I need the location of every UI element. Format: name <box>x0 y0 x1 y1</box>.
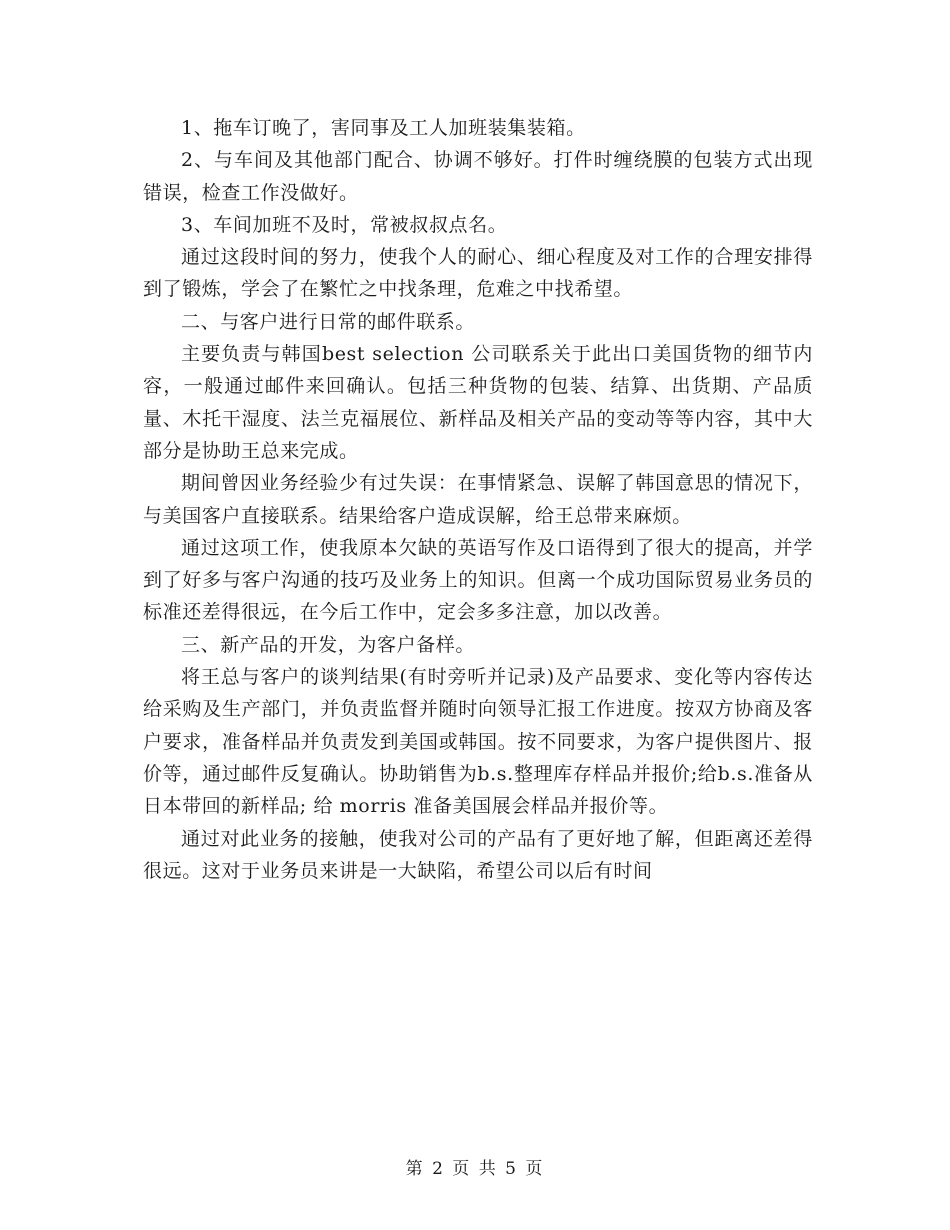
paragraph: 将王总与客户的谈判结果(有时旁听并记录)及产品要求、变化等内容传达给采购及生产部门，并负责监督并随时向领导汇报工作进度。按双方协商及客户要求，准备样品并负责发到美国或韩国。按不同要求，为客户提供图片、报价等，通过邮件反复确认。协助销售为b.s.整理库存样品并报价;给b.s.准备从日本带回的新样品; 给 morris 准备美国展会样品并报价等。 <box>143 666 813 818</box>
body-text <box>143 112 813 887</box>
section-heading: 三、新产品的开发，为客户备样。 <box>181 633 476 656</box>
page-number-footer: 第 2 页 共 5 页 <box>405 1159 545 1179</box>
paragraph: 通过这段时间的努力，使我个人的耐心、细心程度及对工作的合理安排得到了锻炼，学会了在繁忙之中找条理，危难之中找希望。 <box>143 246 813 301</box>
paragraph: 通过对此业务的接触，使我对公司的产品有了更好地了解，但距离还差得很远。这对于业务员来讲是一大缺陷，希望公司以后有时间 <box>143 827 813 882</box>
paragraph: 3、车间加班不及时，常被叔叔点名。 <box>181 213 508 236</box>
paragraph: 通过这项工作，使我原本欠缺的英语写作及口语得到了很大的提高，并学到了好多与客户沟通的技巧及业务上的知识。但离一个成功国际贸易业务员的标准还差得很远，在今后工作中，定会多多注意，加以改善。 <box>143 536 813 624</box>
paragraph: 2、与车间及其他部门配合、协调不够好。打件时缠绕膜的包装方式出现错误，检查工作没做好。 <box>143 149 813 204</box>
paragraph: 期间曾因业务经验少有过失误：在事情紧急、误解了韩国意思的情况下，与美国客户直接联系。结果给客户造成误解，给王总带来麻烦。 <box>143 472 813 527</box>
paragraph: 主要负责与韩国best selection 公司联系关于此出口美国货物的细节内容，一般通过邮件来回确认。包括三种货物的包装、结算、出货期、产品质量、木托干湿度、法兰克福展位、新样品及相关产品的变动等等内容，其中大部分是协助王总来完成。 <box>143 343 813 462</box>
paragraph: 1、拖车订晚了，害同事及工人加班装集装箱。 <box>181 117 586 139</box>
section-heading: 二、与客户进行日常的邮件联系。 <box>181 310 476 333</box>
